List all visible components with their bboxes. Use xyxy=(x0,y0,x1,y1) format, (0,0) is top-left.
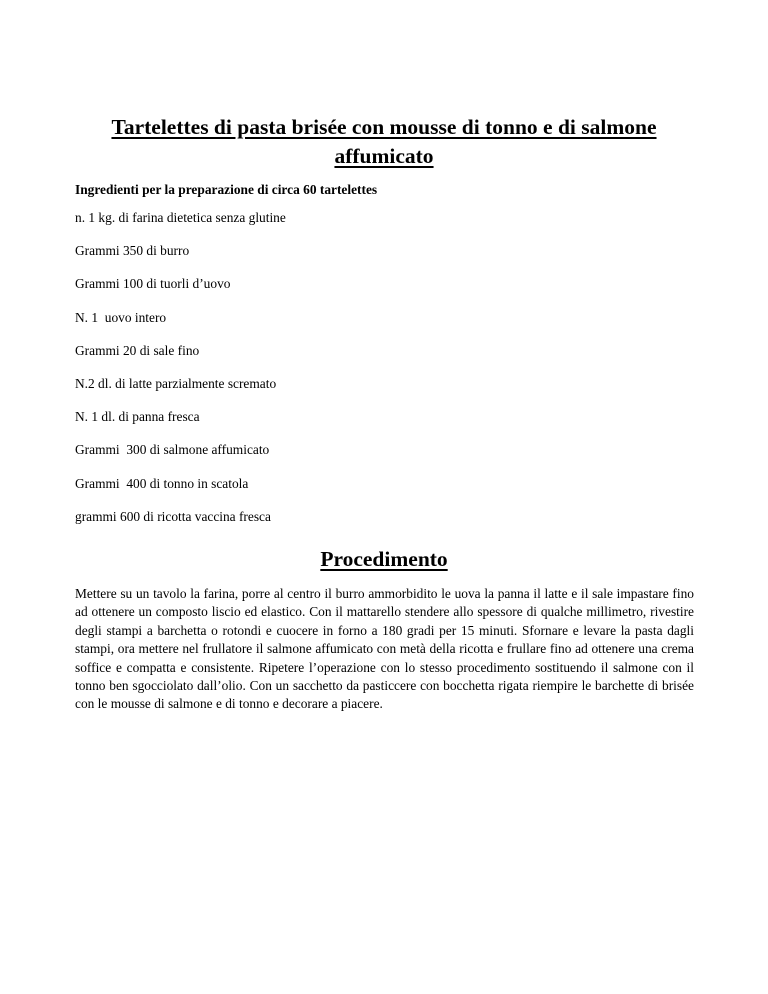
ingredient-item: Grammi 100 di tuorli d’uovo xyxy=(75,276,231,292)
ingredients-heading: Ingredienti per la preparazione di circa 60 tartelettes xyxy=(75,182,378,197)
ingredient-item: Grammi 350 di burro xyxy=(75,243,190,259)
ingredient-item: grammi 600 di ricotta vaccina fresca xyxy=(75,508,271,524)
ingredient-item: n. 1 kg. di farina dietetica senza glutine xyxy=(75,210,286,225)
ingredient-item: N. 1 dl. di panna fresca xyxy=(75,409,200,425)
ingredient-item: Grammi 400 di tonno in scatola xyxy=(75,475,249,491)
ingredient-item: N.2 dl. di latte parzialmente scremato xyxy=(75,375,277,391)
recipe-title: Tartelettes di pasta brisée con mousse di tonno e di salmone affumicato xyxy=(111,115,657,168)
ingredient-item: N. 1 uovo intero xyxy=(75,309,167,325)
procedure-heading: Procedimento xyxy=(320,547,448,571)
ingredients-list xyxy=(75,210,286,542)
ingredient-item: Grammi 20 di sale fino xyxy=(75,342,200,358)
ingredient-item: Grammi 300 di salmone affumicato xyxy=(75,442,270,458)
procedure-paragraph: Mettere su un tavolo la farina, porre al centro il burro ammorbidito le uova la panna il latte e il sale impastare fino ad ottenere un composto liscio ed elastico. Con il mattarello stendere allo spessore di qualche millimetro, rivestire degli stampi a barchetta o rotondi e cuocere in forno a 180 gradi per 15 minuti. Sfornare e levare la pasta dagli stampi, ora mettere nel frullatore il salmone affumicato con metà della ricotta e frullare fino ad ottenere una crema soffice e compatta e consistente. Ripetere l’operazione con lo stesso procedimento sostituendo il salmone con il tonno ben sgocciolato dall’olio. Con un sacchetto da pasticcere con bocchetta rigata riempire le barchette di brisée con le mousse di salmone e di tonno e decorare a piacere. xyxy=(75,586,694,712)
